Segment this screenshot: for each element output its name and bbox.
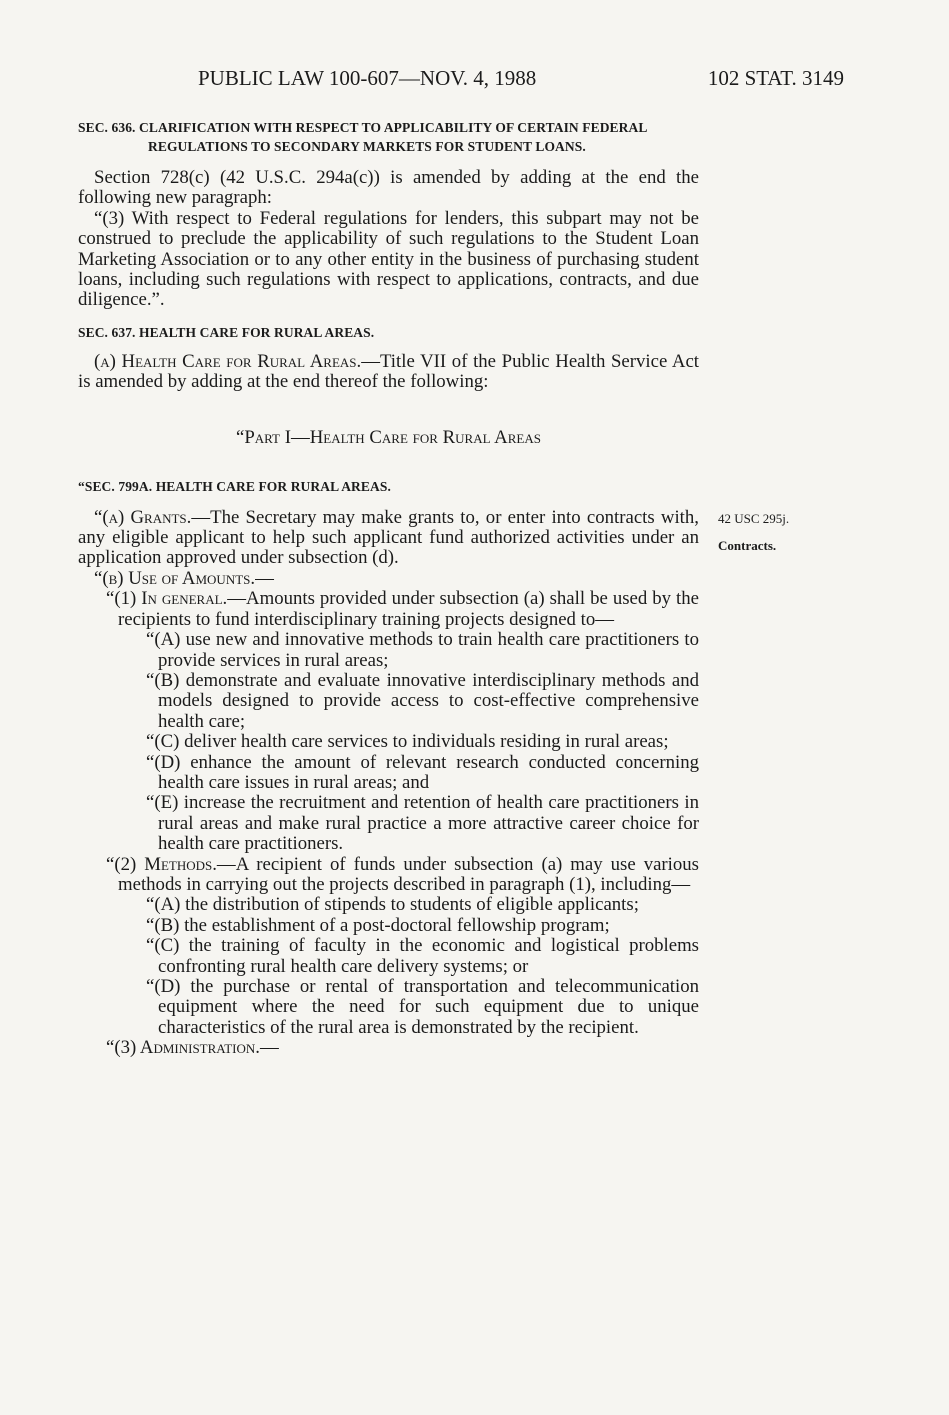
- clause-2-b: “(B) the establishment of a post-doctoral fellowship program;: [146, 914, 610, 936]
- sec-636-paragraph-3: “(3) With respect to Federal regulations for lenders, this subpart may not be construed to preclude the applicability of such regulations to the Student Loan Marketing Association or to any other entity in the business of purchasing student loans, including such regulations with respect to applications, contracts, and due diligence.”.: [78, 207, 699, 311]
- sec-799a-heading: “SEC. 799A. HEALTH CARE FOR RURAL AREAS.: [78, 478, 391, 494]
- margin-note-usc: 42 USC 295j.: [718, 511, 790, 526]
- clause-1-d: “(D) enhance the amount of relevant research conducted concerning health care issues in rural areas; and: [146, 751, 699, 793]
- in-general-label: “(1) In general.: [106, 588, 228, 610]
- grants-text: —The Secretary may make grants to, or enter into contracts with, any eligible applicant to help such applicant fund authorized activities under an application approved under subsection (d).: [78, 506, 699, 569]
- clause-2-c: “(C) the training of faculty in the economic and logistical problems confronting rural health care delivery systems; or: [146, 935, 699, 977]
- administration-label: “(3) Administration.: [106, 1037, 260, 1059]
- sec-637-subsection-a: [78, 352, 699, 393]
- methods-label: “(2) Methods.: [106, 853, 217, 875]
- use-of-amounts-paragraph: [78, 569, 699, 589]
- clause-1-e: “(E) increase the recruitment and retention of health care practitioners in rural areas and make rural practice a more attractive career choice for health care practitioners.: [146, 792, 699, 855]
- methods-paragraph: [78, 855, 699, 896]
- clause-1-b: “(B) demonstrate and evaluate innovative interdisciplinary methods and models designed to provide access to cost-effective comprehensive health care;: [146, 669, 699, 732]
- statute-page-number: 102 STAT. 3149: [707, 66, 844, 90]
- clause-2-d: “(D) the purchase or rental of transportation and telecommunication equipment where the need for such equipment due to unique characteristics of the rural area is demonstrated by the recipient.: [146, 976, 699, 1038]
- page-header: [78, 66, 844, 96]
- clause-1-c: “(C) deliver health care services to individuals residing in rural areas;: [146, 731, 669, 753]
- methods-text: —A recipient of funds under subsection (a) may use various methods in carrying out the projects described in paragraph (1), including—: [118, 853, 699, 895]
- subsection-a-text: —Title VII of the Public Health Service Act is amended by adding at the end thereof the following:: [78, 350, 700, 393]
- grants-paragraph: [78, 508, 699, 569]
- in-general-paragraph: [78, 589, 699, 630]
- clause-1-a: “(A) use new and innovative methods to train health care practitioners to provide services in rural areas;: [146, 629, 699, 671]
- sec-636-heading: SEC. 636. CLARIFICATION WITH RESPECT TO APPLICABILITY OF CERTAIN FEDERAL REGULATIONS TO SECONDARY MARKETS FOR STUDENT LOANS.: [78, 120, 647, 154]
- use-of-amounts-text: —: [255, 567, 274, 589]
- administration-paragraph: [78, 1038, 699, 1058]
- use-of-amounts-label: “(b) Use of Amounts.: [94, 567, 256, 589]
- body-text: [78, 118, 699, 1059]
- public-law-title: PUBLIC LAW 100-607—NOV. 4, 1988: [198, 66, 537, 90]
- subsection-a-label: (a) Health Care for Rural Areas.: [94, 350, 362, 372]
- margin-note-contracts: Contracts.: [718, 538, 777, 553]
- sec-636-intro: Section 728(c) (42 U.S.C. 294a(c)) is amended by adding at the end the following new paragraph:: [78, 167, 699, 209]
- part-i-heading: “Part I—Health Care for Rural Areas: [236, 426, 541, 448]
- clause-2-a: “(A) the distribution of stipends to students of eligible applicants;: [146, 894, 639, 916]
- in-general-text: —Amounts provided under subsection (a) shall be used by the recipients to fund interdisciplinary training projects designed to—: [118, 588, 699, 630]
- grants-label: “(a) Grants.: [94, 506, 192, 528]
- administration-text: —: [259, 1037, 279, 1059]
- sec-637-heading: SEC. 637. HEALTH CARE FOR RURAL AREAS.: [78, 324, 375, 340]
